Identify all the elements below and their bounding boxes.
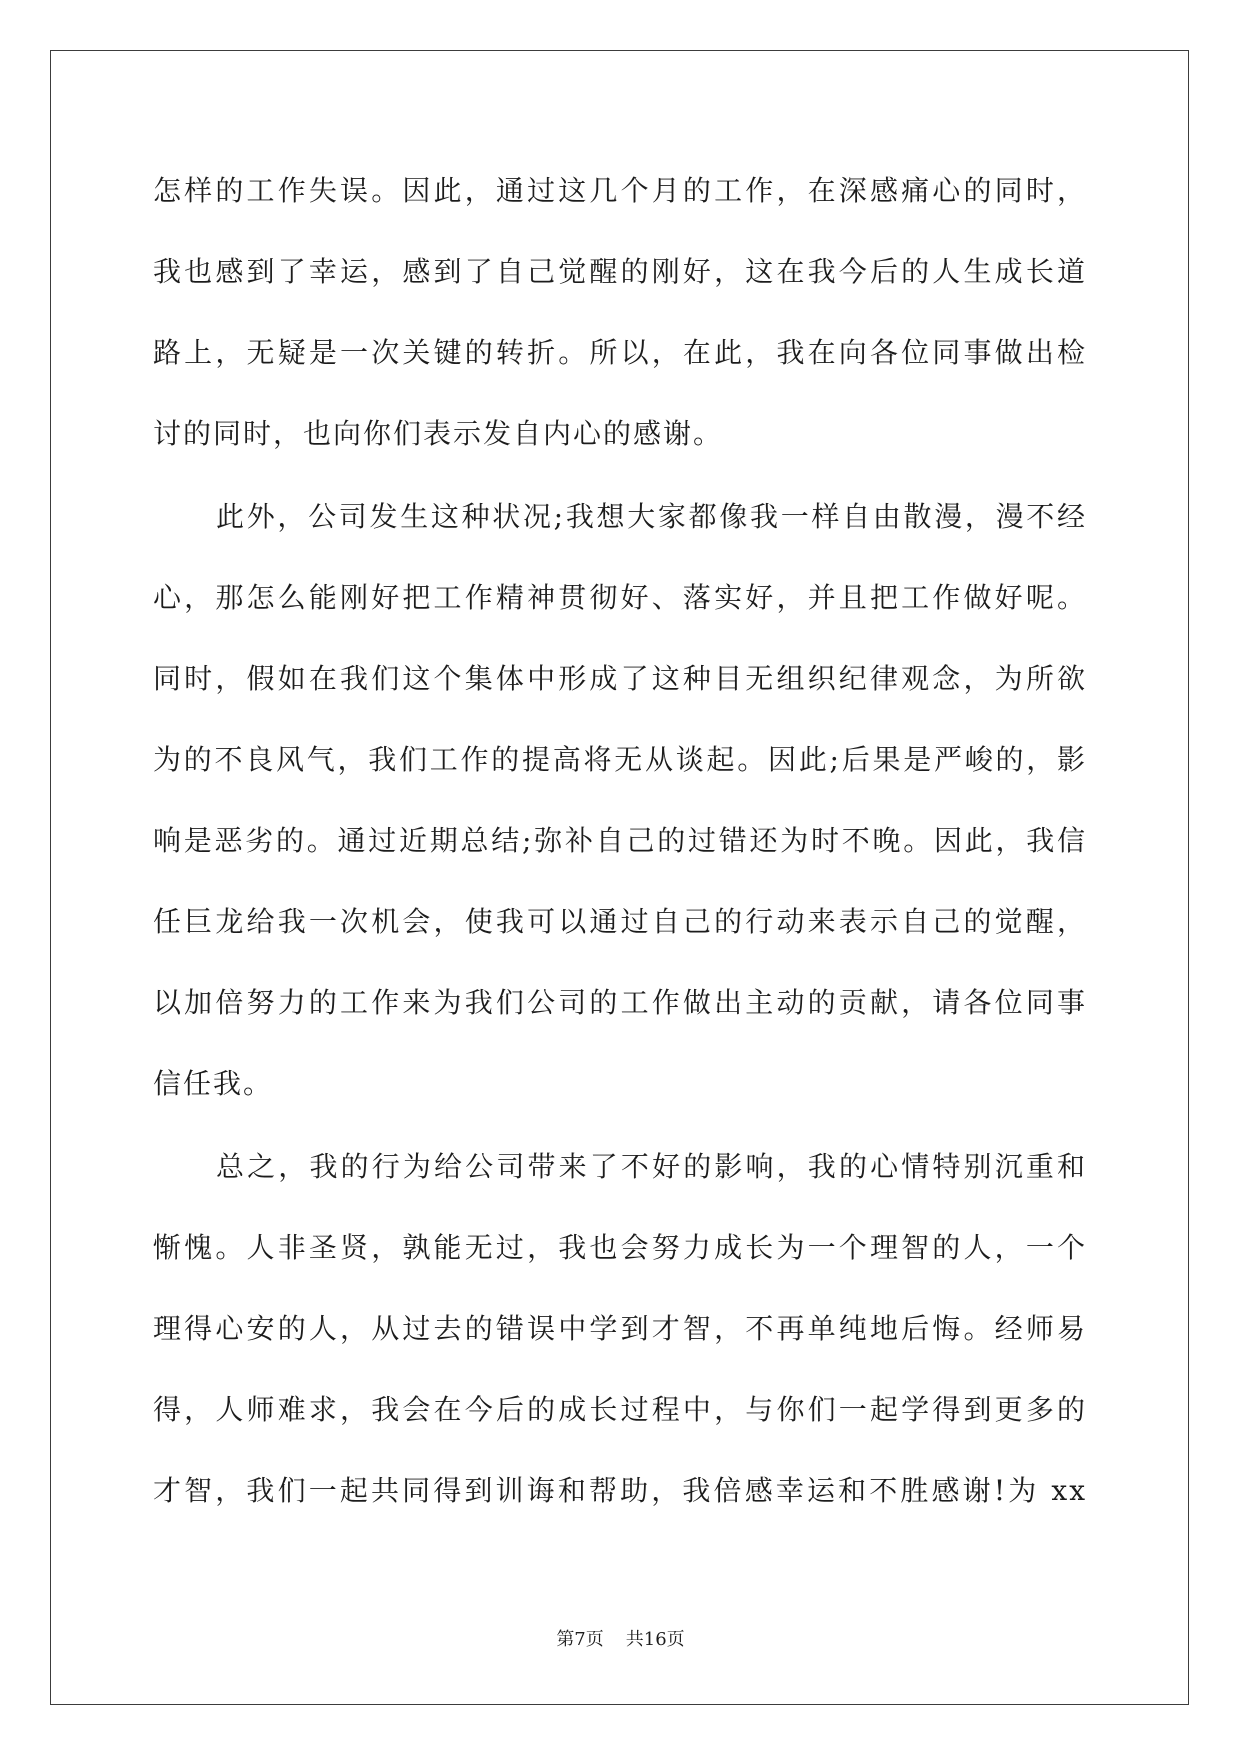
document-body — [153, 150, 1087, 1531]
text-line: 信任我。 — [153, 1067, 274, 1100]
text-line: 总之，我的行为给公司带来了不好的影响，我的心情特别沉重和 — [216, 1150, 1087, 1183]
text-line: 怎样的工作失误。因此，通过这几个月的工作，在深感痛心的同时， — [153, 174, 1087, 207]
text-line: 任巨龙给我一次机会，使我可以通过自己的行动来表示自己的觉醒， — [153, 905, 1087, 938]
text-line: 响是恶劣的。通过近期总结;弥补自己的过错还为时不晚。因此，我信 — [153, 824, 1087, 857]
text-line: 理得心安的人，从过去的错误中学到才智，不再单纯地后悔。经师易 — [153, 1312, 1087, 1345]
page-footer — [0, 1627, 1241, 1653]
text-line: 才智，我们一起共同得到训诲和帮助，我倍感幸运和不胜感谢!为 xx — [153, 1474, 1087, 1507]
text-line: 路上，无疑是一次关键的转折。所以，在此，我在向各位同事做出检 — [153, 336, 1087, 369]
text-line: 以加倍努力的工作来为我们公司的工作做出主动的贡献，请各位同事 — [153, 986, 1087, 1019]
paragraph — [153, 150, 1087, 474]
text-line: 讨的同时，也向你们表示发自内心的感谢。 — [153, 417, 724, 450]
text-line: 同时，假如在我们这个集体中形成了这种目无组织纪律观念，为所欲 — [153, 662, 1087, 695]
page-number: 第7页 — [556, 1629, 604, 1650]
text-line: 惭愧。人非圣贤，孰能无过，我也会努力成长为一个理智的人，一个 — [153, 1231, 1087, 1264]
page-total: 共16页 — [625, 1629, 685, 1650]
text-line: 此外，公司发生这种状况;我想大家都像我一样自由散漫，漫不经 — [216, 500, 1087, 533]
paragraph — [153, 476, 1087, 1124]
text-line: 得，人师难求，我会在今后的成长过程中，与你们一起学得到更多的 — [153, 1393, 1087, 1426]
paragraph — [153, 1126, 1087, 1531]
text-line: 为的不良风气，我们工作的提高将无从谈起。因此;后果是严峻的，影 — [153, 743, 1087, 776]
text-line: 心，那怎么能刚好把工作精神贯彻好、落实好，并且把工作做好呢。 — [153, 581, 1087, 614]
text-line: 我也感到了幸运，感到了自己觉醒的刚好，这在我今后的人生成长道 — [153, 255, 1087, 288]
